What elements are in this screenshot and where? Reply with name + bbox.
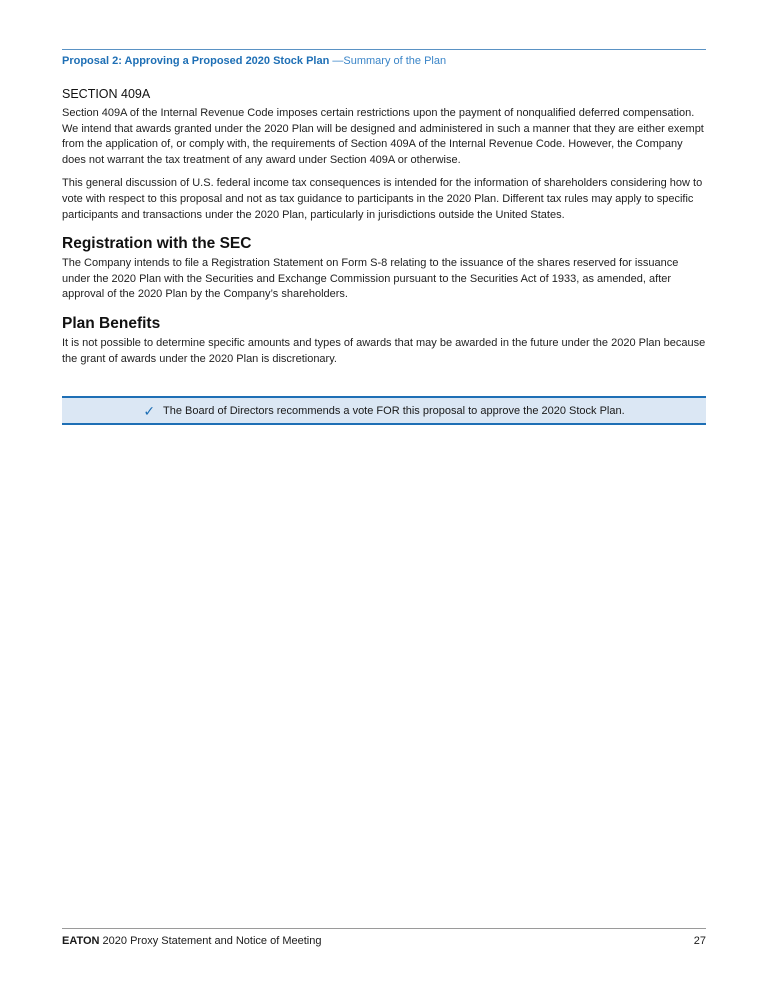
section-409a-paragraph-2: This general discussion of U.S. federal income tax consequences is intended for the information of shareholders considering how to vote with respect to this proposal and not as tax guidance to participants in the 2020 Plan. Different tax rules may apply to specific participants and transactions under the 2020 Plan, particularly in jurisdictions outside the United States. [62, 177, 703, 221]
checkmark-icon: ✓ [143, 402, 156, 419]
plan-benefits-heading: Plan Benefits [62, 314, 161, 332]
plan-benefits-paragraph: It is not possible to determine specific amounts and types of awards that may be awarded in the future under the 2020 Plan because the grant of awards under the 2020 Plan is discretionary. [62, 336, 706, 365]
recommendation-text: The Board of Directors recommends a vote FOR this proposal to approve the 2020 Stock Plan. [163, 404, 625, 417]
header-subtitle: —Summary of the Plan [329, 55, 447, 67]
footer-brand: EATON [62, 935, 100, 947]
main-content [62, 86, 706, 375]
footer-title: 2020 Proxy Statement and Notice of Meeting [99, 935, 322, 947]
page-header [62, 54, 446, 68]
page-footer [62, 934, 706, 948]
page-number: 27 [693, 935, 706, 947]
section-409a-paragraph-1: Section 409A of the Internal Revenue Code imposes certain restrictions upon the payment of nonqualified deferred compensation. We intend that awards granted under the 2020 Plan will be designed and administered in such a manner that they are either exempt from the application of, or comply with, the requirements of Section 409A of the Internal Revenue Code. However, the Company does not warrant the tax treatment of any award under Section 409A or otherwise. [62, 107, 704, 166]
header-rule [62, 49, 706, 50]
header-title: Proposal 2: Approving a Proposed 2020 Stock Plan [62, 55, 330, 67]
recommendation-box [62, 396, 706, 425]
registration-paragraph: The Company intends to file a Registration Statement on Form S-8 relating to the issuance of the shares reserved for issuance under the 2020 Plan with the Securities and Exchange Commission pursuant to the Securities Act of 1933, as amended, after approval of the 2020 Plan by the Company’s shareholders. [62, 257, 679, 301]
section-409a-heading: SECTION 409A [62, 87, 151, 101]
footer-rule [62, 928, 706, 929]
registration-heading: Registration with the SEC [62, 235, 252, 253]
